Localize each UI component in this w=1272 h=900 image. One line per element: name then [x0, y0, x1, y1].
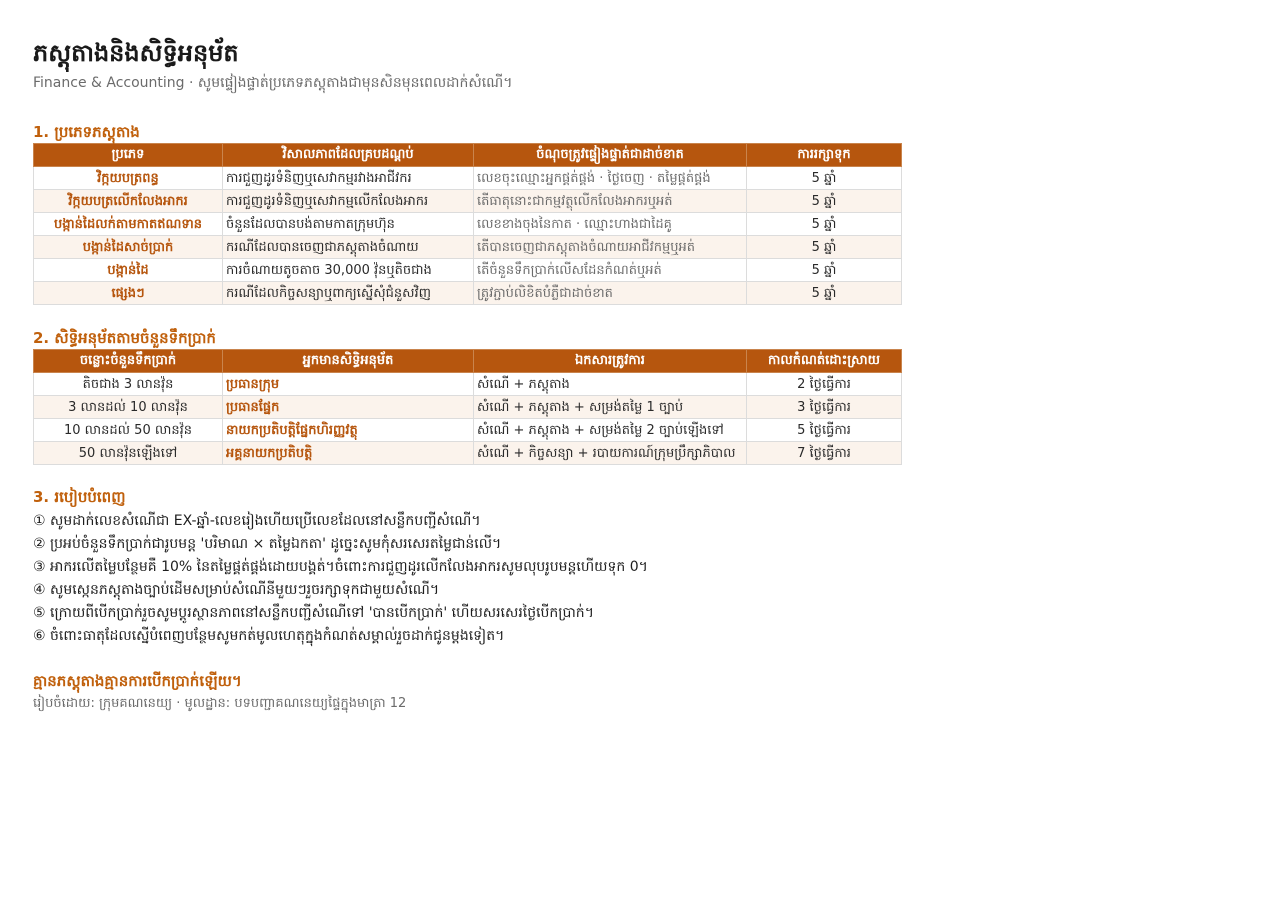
- check-cell: លេខចុះឈ្មោះអ្នកផ្គត់ផ្គង់ · ថ្ងៃចេញ · តម្លៃផ្គត់ផ្គង់: [474, 167, 747, 190]
- deadline-cell: 7 ថ្ងៃធ្វើការ: [747, 442, 902, 465]
- column-header: ការរក្សាទុក: [747, 144, 902, 167]
- required-docs-cell: សំណើ + ភស្តុតាង + សម្រង់តម្លៃ 1 ច្បាប់: [474, 396, 747, 419]
- scope-cell: ការចំណាយតូចតាច 30,000 វ៉ុនឬតិចជាង: [223, 259, 474, 282]
- table-row: [34, 236, 902, 259]
- amount-range-cell: 10 លានដល់ 50 លានវ៉ុន: [34, 419, 223, 442]
- page-subtitle: Finance & Accounting · សូមផ្ទៀងផ្ទាត់ប្រភេទភស្តុតាងជាមុនសិនមុនពេលដាក់សំណើ។: [33, 75, 513, 91]
- evidence-type-cell: បង្កាន់ដៃសាច់ប្រាក់: [34, 236, 223, 259]
- fill-instructions-heading: 3. របៀបបំពេញ: [33, 488, 126, 506]
- instruction-step: ② ប្រអប់ចំនួនទឹកប្រាក់ជារូបមន្ត 'បរិមាណ × តម្លៃឯកតា' ដូច្នេះសូមកុំសរសេរតម្លៃជាន់លើ។: [33, 536, 502, 552]
- table-row: [34, 167, 902, 190]
- deadline-cell: 3 ថ្ងៃធ្វើការ: [747, 396, 902, 419]
- check-cell: លេខខាងចុងនៃកាត · ឈ្មោះហាងជាដៃគូ: [474, 213, 747, 236]
- approver-cell: នាយកប្រតិបត្តិផ្នែកហិរញ្ញវត្ថុ: [223, 419, 474, 442]
- approval-authority-table: [33, 349, 902, 465]
- table-row: [34, 190, 902, 213]
- approver-cell: អគ្គនាយកប្រតិបត្តិ: [223, 442, 474, 465]
- amount-range-cell: តិចជាង 3 លានវ៉ុន: [34, 373, 223, 396]
- column-header: កាលកំណត់ដោះស្រាយ: [747, 350, 902, 373]
- approval-section-heading: 2. សិទ្ធិអនុម័តតាមចំនួនទឹកប្រាក់: [33, 329, 216, 347]
- instruction-step: ③ អាករលើតម្លៃបន្ថែមគឺ 10% នៃតម្លៃផ្គត់ផ្គង់ដោយបង្គត់។ចំពោះការជួញដូរលើកលែងអាករសូមលុបរូបមន្តហើយទុក 0។: [33, 559, 648, 575]
- approver-cell: ប្រធានផ្នែក: [223, 396, 474, 419]
- table-header-row: [34, 350, 902, 373]
- column-header: ចំណុចត្រូវផ្ទៀងផ្ទាត់ជាដាច់ខាត: [474, 144, 747, 167]
- table-row: [34, 282, 902, 305]
- evidence-type-cell: វិក្កយបត្រលើកលែងអាករ: [34, 190, 223, 213]
- table-row: [34, 213, 902, 236]
- retention-cell: 5 ឆ្នាំ: [747, 190, 902, 213]
- scope-cell: ករណីដែលបានចេញជាភស្តុតាងចំណាយ: [223, 236, 474, 259]
- instruction-step: ⑤ ក្រោយពីបើកប្រាក់រួចសូមប្ដូរស្ថានភាពនៅសន្លឹកបញ្ជីសំណើទៅ 'បានបើកប្រាក់' ហើយសរសេរថ្ងៃបើកប្រាក់។: [33, 605, 594, 621]
- retention-cell: 5 ឆ្នាំ: [747, 282, 902, 305]
- table-row: [34, 259, 902, 282]
- table-row: [34, 396, 902, 419]
- approver-cell: ប្រធានក្រុម: [223, 373, 474, 396]
- retention-cell: 5 ឆ្នាំ: [747, 213, 902, 236]
- check-cell: តើធាតុនោះជាកម្មវត្ថុលើកលែងអាករឬអត់: [474, 190, 747, 213]
- column-header: ឯកសារត្រូវការ: [474, 350, 747, 373]
- evidence-type-cell: បង្កាន់ដៃ: [34, 259, 223, 282]
- table-row: [34, 373, 902, 396]
- document-page: [33, 36, 903, 714]
- retention-cell: 5 ឆ្នាំ: [747, 236, 902, 259]
- check-cell: ត្រូវភ្ជាប់លិខិតបំភ្លឺជាដាច់ខាត: [474, 282, 747, 305]
- instruction-step: ④ សូមស្កេនភស្តុតាងច្បាប់ដើមសម្រាប់សំណើនីមួយៗរួចរក្សាទុកជាមួយសំណើ។: [33, 582, 440, 598]
- required-docs-cell: សំណើ + កិច្ចសន្យា + របាយការណ៍ក្រុមប្រឹក្សាភិបាល: [474, 442, 747, 465]
- evidence-types-table: [33, 143, 902, 305]
- scope-cell: ការជួញដូរទំនិញឬសេវាកម្មលើកលែងអាករ: [223, 190, 474, 213]
- evidence-type-cell: វិក្កយបត្រពន្ធ: [34, 167, 223, 190]
- instruction-step: ① សូមដាក់លេខសំណើជា EX-ឆ្នាំ-លេខរៀងហើយប្រើលេខដែលនៅសន្លឹកបញ្ជីសំណើ។: [33, 513, 481, 529]
- table-row: [34, 442, 902, 465]
- deadline-cell: 2 ថ្ងៃធ្វើការ: [747, 373, 902, 396]
- scope-cell: ចំនួនដែលបានបង់តាមកាតក្រុមហ៊ុន: [223, 213, 474, 236]
- evidence-type-cell: ផ្សេងៗ: [34, 282, 223, 305]
- evidence-section-heading: 1. ប្រភេទភស្តុតាង: [33, 123, 140, 141]
- scope-cell: ការជួញដូរទំនិញឬសេវាកម្មរវាងអាជីវករ: [223, 167, 474, 190]
- amount-range-cell: 50 លានវ៉ុនឡើងទៅ: [34, 442, 223, 465]
- instruction-step: ⑥ ចំពោះធាតុដែលស្នើបំពេញបន្ថែមសូមកត់មូលហេតុក្នុងកំណត់សម្គាល់រួចដាក់ជូនម្ដងទៀត។: [33, 628, 505, 644]
- check-cell: តើបានចេញជាភស្តុតាងចំណាយអាជីវកម្មឬអត់: [474, 236, 747, 259]
- document-footer: រៀបចំដោយ: ក្រុមគណនេយ្យ · មូលដ្ឋាន: បទបញ្ជាគណនេយ្យផ្ទៃក្នុងមាត្រា 12: [33, 696, 407, 711]
- scope-cell: ករណីដែលកិច្ចសន្យាឬពាក្យស្នើសុំជំនួសវិញ: [223, 282, 474, 305]
- check-cell: តើចំនួនទឹកប្រាក់លើសដែនកំណត់ឬអត់: [474, 259, 747, 282]
- page-title: ភស្តុតាងនិងសិទ្ធិអនុម័ត: [33, 39, 239, 67]
- retention-cell: 5 ឆ្នាំ: [747, 167, 902, 190]
- instruction-list: [33, 510, 903, 648]
- required-docs-cell: សំណើ + ភស្តុតាង + សម្រង់តម្លៃ 2 ច្បាប់ឡើងទៅ: [474, 419, 747, 442]
- table-header-row: [34, 144, 902, 167]
- column-header: ចន្លោះចំនួនទឹកប្រាក់: [34, 350, 223, 373]
- retention-cell: 5 ឆ្នាំ: [747, 259, 902, 282]
- deadline-cell: 5 ថ្ងៃធ្វើការ: [747, 419, 902, 442]
- table-row: [34, 419, 902, 442]
- column-header: អ្នកមានសិទ្ធិអនុម័ត: [223, 350, 474, 373]
- amount-range-cell: 3 លានដល់ 10 លានវ៉ុន: [34, 396, 223, 419]
- required-docs-cell: សំណើ + ភស្តុតាង: [474, 373, 747, 396]
- closing-notice: គ្មានភស្តុតាងគ្មានការបើកប្រាក់ឡើយ។: [33, 672, 242, 690]
- evidence-type-cell: បង្កាន់ដៃលក់តាមកាតឥណទាន: [34, 213, 223, 236]
- column-header: វិសាលភាពដែលគ្របដណ្តប់: [223, 144, 474, 167]
- column-header: ប្រភេទ: [34, 144, 223, 167]
